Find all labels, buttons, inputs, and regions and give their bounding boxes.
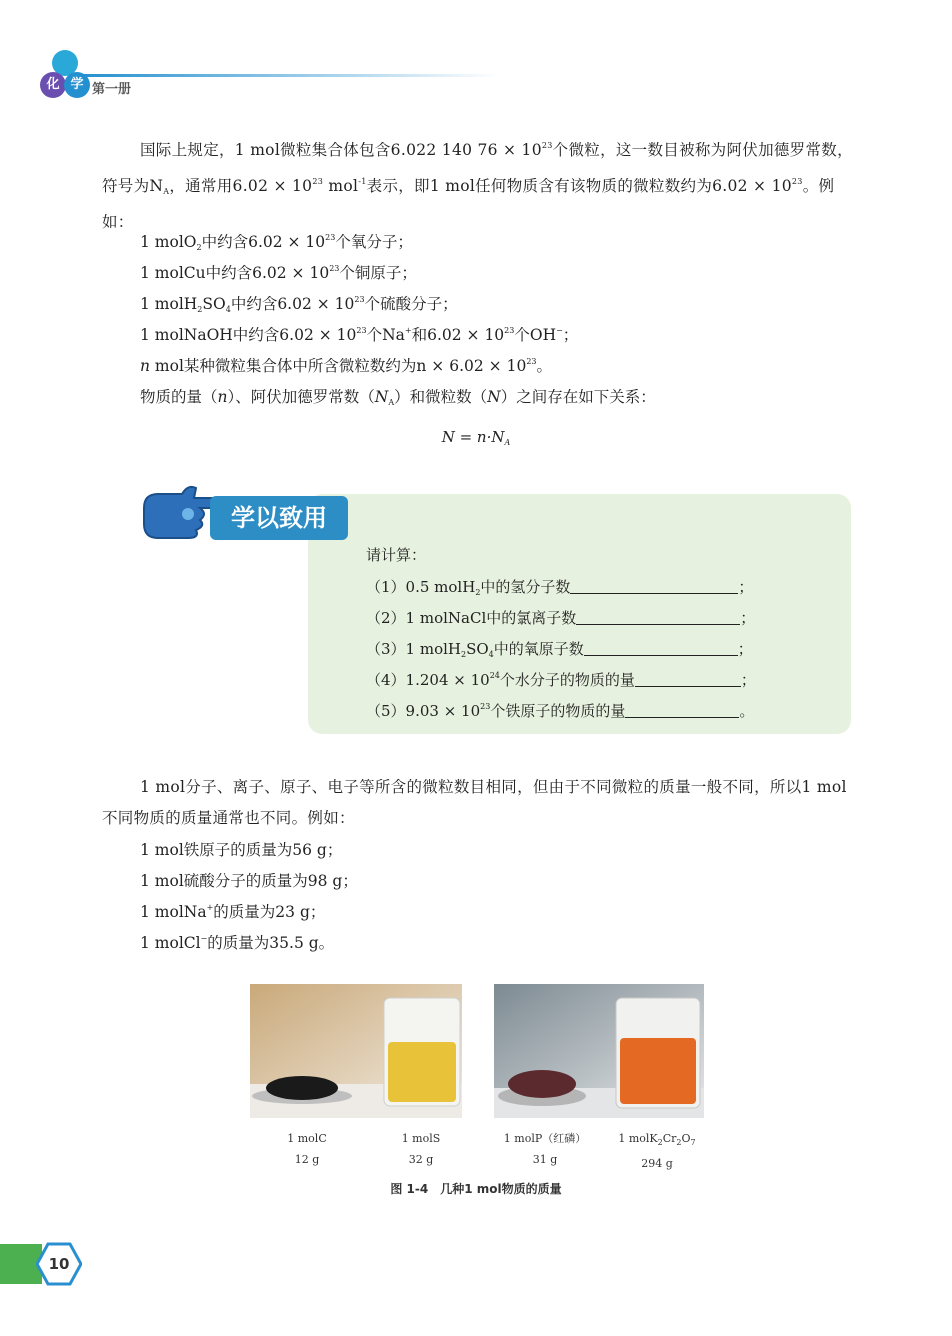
question-5: $(5)9.03 \times 10^{23}$个铁原子的物质的量 。	[366, 702, 755, 720]
example-n-mol: n mol某种微粒集合体中所含微粒数约为$n \times 6.02 \times 10^{23}$。	[140, 357, 553, 375]
caption-carbon: 1 molC 12 g	[287, 1132, 327, 1166]
question-2: （2）1 molNaCl中的氯离子数 ；	[366, 609, 756, 627]
practice-title: 学以致用	[210, 496, 348, 540]
caption-phosphorus: 1 molP（红磷） 31 g	[503, 1132, 587, 1166]
relation-sentence: 物质的量（n）、阿伏加德罗常数$(N_A)$和微粒数（N）之间存在如下关系：	[140, 388, 656, 407]
answer-blank[interactable]	[576, 610, 740, 625]
example-o2: 1 molO$_2$中约含$6.02 \times 10^{23}$个氧分子；	[140, 233, 413, 252]
caption-sulfur: 1 molS 32 g	[401, 1132, 441, 1166]
mass-fe: 1 mol铁原子的质量为56 g；	[140, 841, 343, 859]
caption-dichromate: 1 $molK_2Cr_2O_7$ 294 g	[618, 1132, 696, 1170]
question-1: （1）0.5 molH$_2$中的氢分子数 ；	[366, 578, 754, 597]
example-h2so4: 1 $molH_2SO_4$中约含$6.02 \times 10^{23}$个硫酸分子；	[140, 295, 458, 314]
example-naoh: 1 molNaOH中约含$6.02 \times 10^{23}$个Na+和$6.02 \times 10^{23}$个OH−；	[140, 326, 579, 344]
mass-h2so4: 1 mol硫酸分子的质量为98 g；	[140, 872, 358, 890]
mass-paragraph: 1 mol分子、离子、原子、电子等所含的微粒数目相同，但由于不同微粒的质量一般不同，所以1 mol不同物质的质量通常也不同。例如：	[102, 778, 847, 827]
photo-phosphorus-dichromate	[494, 984, 704, 1118]
mass-na: 1 molNa+的质量为23 g；	[140, 903, 326, 921]
formula: $N = n\cdot N_A$	[441, 428, 511, 447]
figure-title: 图 1-4 几种1 mol物质的质量	[390, 1182, 562, 1196]
example-cu: 1 molCu中约含$6.02 \times 10^{23}$个铜原子；	[140, 264, 417, 282]
intro-paragraph: 国际上规定，1 mol微粒集合体包含6.022 140 $76 \times 10^{23}$个微粒，这一数目被称为阿伏加德罗常数，符号为$N_A$，通常用$6.02 \times 10^{23}$ mol$^{-1}$表示，即1 mol任何物质含有该物质的微粒数约为$6.02 \times 10^{23}$。例如：	[102, 141, 853, 231]
answer-blank[interactable]	[635, 672, 741, 687]
photo-carbon-sulfur	[250, 984, 462, 1118]
answer-blank[interactable]	[570, 579, 738, 594]
question-3: （3）1 $molH_2SO_4$中的氧原子数 ；	[366, 640, 753, 659]
page-number: 10	[48, 1255, 70, 1273]
book-title: 第一册	[92, 82, 132, 97]
practice-intro: 请计算：	[366, 546, 427, 564]
question-4: $(4)1.204 \times 10^{24}$个水分子的物质的量 ；	[366, 671, 756, 689]
page-header	[40, 44, 480, 104]
hexagon-icon: 化	[40, 72, 66, 98]
mass-cl: 1 molCl−的质量为35.5 g。	[140, 934, 335, 952]
answer-blank[interactable]	[584, 641, 738, 656]
header-rule	[80, 74, 500, 77]
hexagon-icon: 学	[64, 72, 90, 98]
answer-blank[interactable]	[625, 703, 739, 718]
